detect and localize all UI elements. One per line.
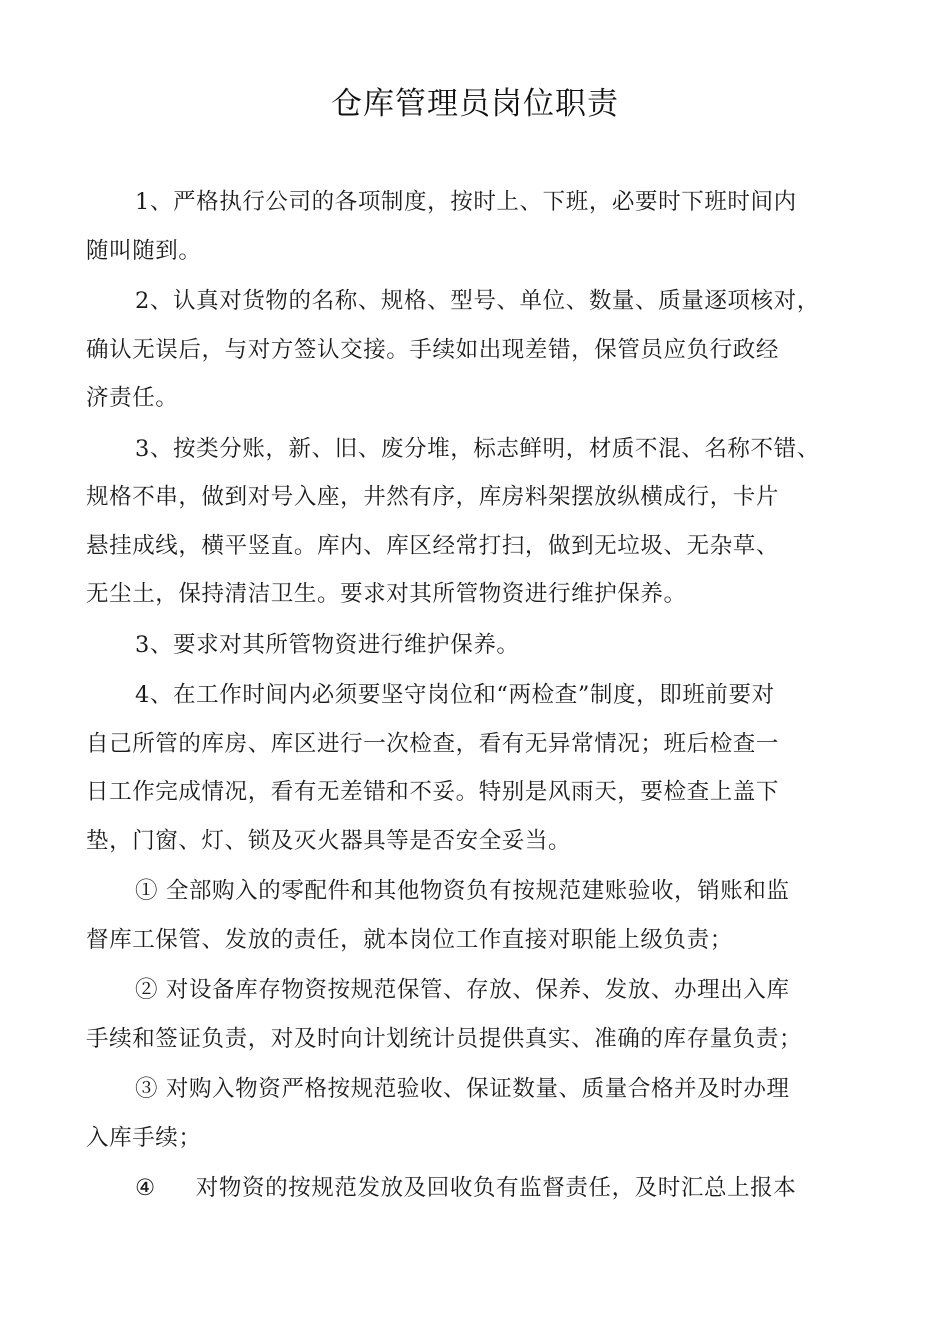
paragraph-line: 济责任。 — [86, 385, 179, 411]
paragraph-line: 1、严格执行公司的各项制度，按时上、下班，必要时下班时间内 — [135, 189, 797, 215]
paragraph-line: 日工作完成情况，看有无差错和不妥。特别是风雨天，要检查上盖下 — [86, 779, 780, 805]
list-item-line: 手续和签证负责，对及时向计划统计员提供真实、准确的库存量负责； — [86, 1025, 803, 1052]
paragraph-line: 确认无误后，与对方签认交接。手续如出现差错，保管员应负行政经 — [86, 336, 780, 363]
list-item-4 — [86, 1164, 886, 1213]
list-marker: ④ — [135, 1175, 156, 1201]
list-item-3 — [86, 1065, 886, 1162]
paragraph-line: 3、要求对其所管物资进行维护保养。 — [135, 631, 520, 658]
paragraph-line: 无尘土，保持清洁卫生。要求对其所管物资进行维护保养。 — [86, 581, 687, 607]
paragraph-5 — [86, 671, 886, 865]
paragraph-3 — [86, 425, 886, 619]
paragraph-line: 自己所管的库房、库区进行一次检查，看有无异常情况；班后检查一 — [86, 730, 780, 757]
paragraph-4 — [86, 621, 886, 670]
paragraph-line: 垫，门窗、灯、锁及灭火器具等是否安全妥当。 — [86, 827, 572, 854]
paragraph-line: 规格不串，做到对号入座，井然有序，库房料架摆放纵横成行，卡片 — [86, 484, 780, 510]
paragraph-line: 4、在工作时间内必须要坚守岗位和“两检查”制度，即班前要对 — [135, 682, 775, 708]
list-item-2 — [86, 966, 886, 1063]
paragraph-line: 随叫随到。 — [86, 237, 202, 264]
list-item-line: ② 对设备库存物资按规范保管、存放、保养、发放、办理出入库 — [135, 977, 790, 1003]
list-item-1 — [86, 867, 886, 964]
paragraph-line: 悬挂成线，横平竖直。库内、库区经常打扫，做到无垃圾、无杂草、 — [86, 532, 780, 559]
paragraph-line: 3、按类分账，新、旧、废分堆，标志鲜明，材质不混、名称不错、 — [135, 435, 820, 462]
document-title: 仓库管理员岗位职责 — [331, 86, 619, 122]
paragraph-1 — [86, 178, 886, 275]
paragraph-line: 2、认真对货物的名称、规格、型号、单位、数量、质量逐项核对， — [135, 288, 820, 314]
list-item-line: 入库手续； — [86, 1124, 202, 1151]
list-item-line: ③ 对购入物资严格按规范验收、保证数量、质量合格并及时办理 — [135, 1076, 790, 1102]
document-body — [86, 178, 886, 1213]
list-item-line — [86, 1164, 886, 1213]
list-item-text: 对物资的按规范发放及回收负有监督责任，及时汇总上报本 — [195, 1175, 797, 1201]
list-item-line: 督库工保管、发放的责任，就本岗位工作直接对职能上级负责； — [86, 926, 733, 953]
paragraph-2 — [86, 277, 886, 423]
list-item-line: ① 全部购入的零配件和其他物资负有按规范建账验收，销账和监 — [135, 878, 790, 904]
